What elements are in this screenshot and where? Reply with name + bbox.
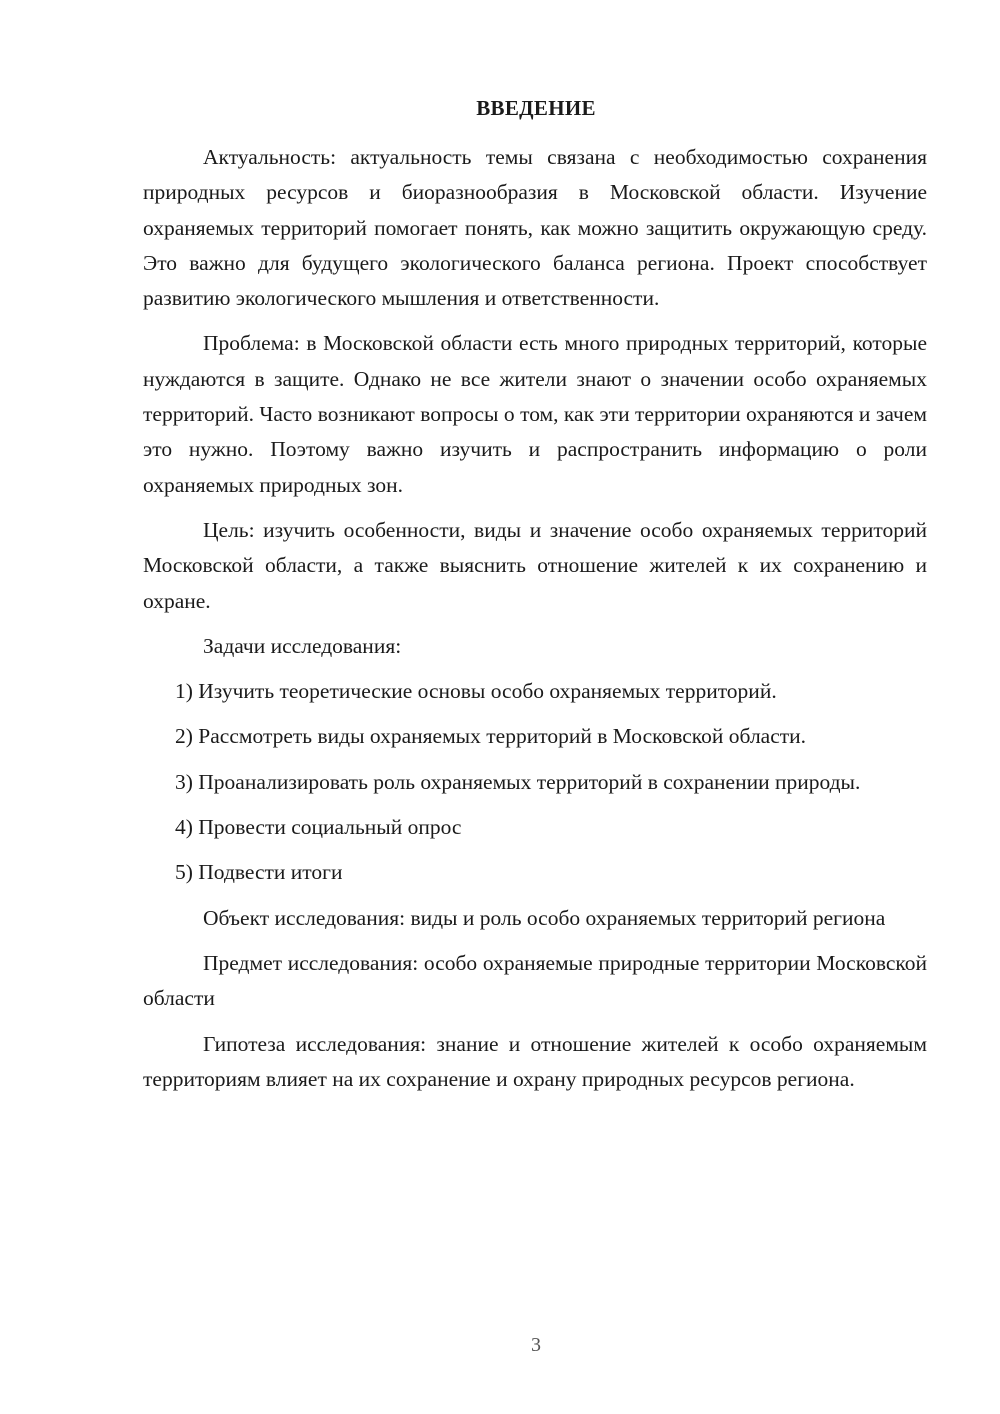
task-item-1: 1) Изучить теоретические основы особо охраняемых территорий. <box>175 679 777 704</box>
paragraph-goal: Цель: изучить особенности, виды и значение особо охраняемых территорий Московской области, а также выяснить отношение жителей к их сохранению и охране. <box>143 517 927 613</box>
paragraph-relevance: Актуальность: актуальность темы связана с необходимостью сохранения природных ресурсов и биоразнообразия в Московской области. Изучение охраняемых территорий помогает понять, как можно защитить окружающую среду. Это важно для будущего экологического баланса региона. Проект способствует развитию экологического мышления и ответственности. <box>143 145 927 311</box>
task-item-5: 5) Подвести итоги <box>175 860 343 885</box>
paragraph-tasks-heading: Задачи исследования: <box>203 633 402 658</box>
task-item-2: 2) Рассмотреть виды охраняемых территорий в Московской области. <box>175 724 807 749</box>
paragraph-subject: Предмет исследования: особо охраняемые природные территории Московской области <box>143 950 927 1011</box>
task-item-3: 3) Проанализировать роль охраняемых территорий в сохранении природы. <box>175 769 861 794</box>
paragraph-problem: Проблема: в Московской области есть много природных территорий, которые нуждаются в защите. Однако не все жители знают о значении особо охраняемых территорий. Часто возникают вопросы о том, как эти территории охраняются и зачем это нужно. Поэтому важно изучить и распространить информацию о роли охраняемых природных зон. <box>143 331 927 497</box>
document-body <box>143 140 927 1107</box>
page-title: ВВЕДЕНИЕ <box>476 96 596 120</box>
task-item-4: 4) Провести социальный опрос <box>175 815 462 840</box>
paragraph-hypothesis: Гипотеза исследования: знание и отношение жителей к особо охраняемым территориям влияет на их сохранение и охрану природных ресурсов региона. <box>143 1031 927 1091</box>
page-number: 3 <box>531 1334 541 1356</box>
paragraph-object: Объект исследования: виды и роль особо охраняемых территорий региона <box>203 905 886 930</box>
